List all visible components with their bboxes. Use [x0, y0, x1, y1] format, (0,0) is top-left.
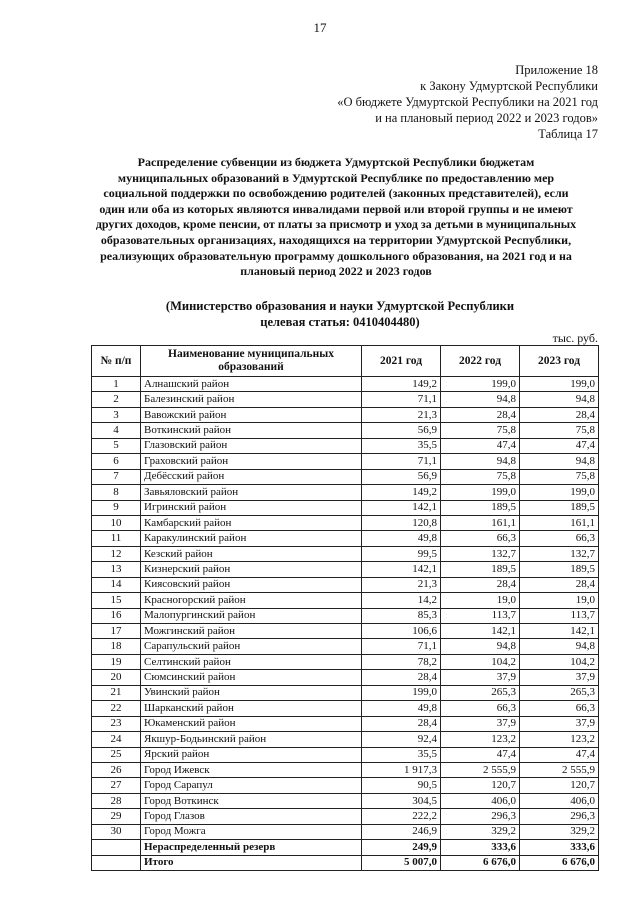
row-value-2023: 94,8	[520, 392, 599, 407]
row-name: Ярский район	[141, 747, 362, 762]
row-value-2022: 123,2	[441, 732, 520, 747]
row-value-2021: 21,3	[362, 577, 441, 592]
row-value-2021: 199,0	[362, 685, 441, 700]
header-2022: 2022 год	[441, 346, 520, 377]
row-value-2021: 35,5	[362, 438, 441, 453]
row-value-2021: 21,3	[362, 407, 441, 422]
row-value-2022: 75,8	[441, 423, 520, 438]
appendix-line-4: и на плановый период 2022 и 2023 годов»	[375, 111, 598, 125]
reserve-row	[92, 840, 599, 855]
row-value-2021: 71,1	[362, 454, 441, 469]
row-value-2023: 189,5	[520, 500, 599, 515]
row-value-2022: 94,8	[441, 639, 520, 654]
row-name: Алнашский район	[141, 377, 362, 392]
table-row	[92, 608, 599, 623]
row-num: 14	[92, 577, 141, 592]
row-value-2023: 104,2	[520, 654, 599, 669]
reserve-2022: 333,6	[441, 840, 520, 855]
row-num: 10	[92, 515, 141, 530]
row-value-2023: 199,0	[520, 377, 599, 392]
row-value-2022: 265,3	[441, 685, 520, 700]
row-value-2021: 35,5	[362, 747, 441, 762]
row-value-2021: 56,9	[362, 423, 441, 438]
row-num: 2	[92, 392, 141, 407]
units-label: тыс. руб.	[552, 331, 598, 345]
row-num: 6	[92, 454, 141, 469]
row-value-2023: 161,1	[520, 515, 599, 530]
reserve-num	[92, 840, 141, 855]
ministry-note	[90, 298, 590, 330]
row-value-2022: 94,8	[441, 392, 520, 407]
row-num: 29	[92, 809, 141, 824]
reserve-2021: 249,9	[362, 840, 441, 855]
row-value-2023: 189,5	[520, 562, 599, 577]
table-row	[92, 438, 599, 453]
header-name: Наименование муниципальных образований	[141, 346, 362, 377]
row-name: Дебёсский район	[141, 469, 362, 484]
row-value-2022: 94,8	[441, 454, 520, 469]
row-value-2021: 85,3	[362, 608, 441, 623]
row-value-2023: 75,8	[520, 423, 599, 438]
table-row	[92, 778, 599, 793]
row-value-2022: 199,0	[441, 485, 520, 500]
row-num: 3	[92, 407, 141, 422]
row-value-2022: 329,2	[441, 824, 520, 839]
row-num: 4	[92, 423, 141, 438]
row-value-2021: 246,9	[362, 824, 441, 839]
row-value-2023: 199,0	[520, 485, 599, 500]
row-value-2023: 94,8	[520, 454, 599, 469]
row-value-2021: 28,4	[362, 716, 441, 731]
row-value-2021: 1 917,3	[362, 762, 441, 777]
row-name: Малопургинский район	[141, 608, 362, 623]
total-num	[92, 855, 141, 870]
table-row	[92, 562, 599, 577]
row-value-2021: 14,2	[362, 593, 441, 608]
row-value-2023: 47,4	[520, 438, 599, 453]
row-name: Город Можга	[141, 824, 362, 839]
row-value-2023: 47,4	[520, 747, 599, 762]
row-value-2022: 132,7	[441, 546, 520, 561]
row-value-2023: 66,3	[520, 531, 599, 546]
row-value-2022: 66,3	[441, 701, 520, 716]
row-value-2022: 120,7	[441, 778, 520, 793]
appendix-line-3: «О бюджете Удмуртской Республики на 2021 год	[337, 95, 598, 109]
row-num: 15	[92, 593, 141, 608]
row-value-2021: 222,2	[362, 809, 441, 824]
row-value-2022: 104,2	[441, 654, 520, 669]
row-value-2023: 19,0	[520, 593, 599, 608]
row-value-2023: 28,4	[520, 577, 599, 592]
row-value-2022: 161,1	[441, 515, 520, 530]
appendix-line-2: к Закону Удмуртской Республики	[420, 79, 598, 93]
row-name: Селтинский район	[141, 654, 362, 669]
row-num: 24	[92, 732, 141, 747]
row-value-2022: 406,0	[441, 793, 520, 808]
row-value-2021: 71,1	[362, 392, 441, 407]
row-value-2023: 75,8	[520, 469, 599, 484]
table-row	[92, 392, 599, 407]
row-value-2021: 49,8	[362, 701, 441, 716]
page-number: 17	[313, 20, 327, 35]
table-row	[92, 762, 599, 777]
row-value-2022: 189,5	[441, 562, 520, 577]
row-value-2021: 304,5	[362, 793, 441, 808]
table-row	[92, 515, 599, 530]
header-2023: 2023 год	[520, 346, 599, 377]
row-name: Воткинский район	[141, 423, 362, 438]
row-value-2022: 113,7	[441, 608, 520, 623]
row-name: Юкаменский район	[141, 716, 362, 731]
row-value-2022: 189,5	[441, 500, 520, 515]
table-row	[92, 793, 599, 808]
row-num: 30	[92, 824, 141, 839]
row-name: Город Сарапул	[141, 778, 362, 793]
row-value-2021: 149,2	[362, 377, 441, 392]
row-value-2022: 47,4	[441, 438, 520, 453]
table-row	[92, 747, 599, 762]
document-title: Распределение субвенции из бюджета Удмуртской Республики бюджетам муниципальных образований в Удмуртской Республике по предоставлению мер социальной поддержки по освобождению родителей (законных представителей), если один или оба из которых являются инвалидами первой или второй группы и не имеют других доходов, кроме пенсии, от платы за присмотр и уход за детьми в муниципальных образовательных организациях, находящихся на территории Удмуртской Республики, реализующих образовательную программу дошкольного образования, на 2021 год и на плановый период 2022 и 2023 годов	[95, 155, 577, 279]
table-row	[92, 654, 599, 669]
row-value-2022: 66,3	[441, 531, 520, 546]
row-name: Шарканский район	[141, 701, 362, 716]
row-name: Увинский район	[141, 685, 362, 700]
row-value-2022: 28,4	[441, 577, 520, 592]
table-label: Таблица 17	[538, 127, 598, 141]
table-row	[92, 469, 599, 484]
row-value-2022: 2 555,9	[441, 762, 520, 777]
table-row	[92, 377, 599, 392]
row-name: Якшур-Бодьинский район	[141, 732, 362, 747]
row-num: 27	[92, 778, 141, 793]
table-row	[92, 716, 599, 731]
row-value-2021: 49,8	[362, 531, 441, 546]
row-num: 12	[92, 546, 141, 561]
row-name: Глазовский район	[141, 438, 362, 453]
row-value-2023: 132,7	[520, 546, 599, 561]
total-2023: 6 676,0	[520, 855, 599, 870]
row-name: Киясовский район	[141, 577, 362, 592]
table-row	[92, 593, 599, 608]
ministry-line-2: целевая статья: 0410404480)	[260, 315, 420, 329]
appendix-header	[298, 62, 598, 142]
row-name: Город Воткинск	[141, 793, 362, 808]
total-name: Итого	[141, 855, 362, 870]
row-value-2022: 296,3	[441, 809, 520, 824]
row-value-2021: 142,1	[362, 562, 441, 577]
row-num: 11	[92, 531, 141, 546]
row-name: Кезский район	[141, 546, 362, 561]
row-value-2022: 47,4	[441, 747, 520, 762]
row-name: Город Ижевск	[141, 762, 362, 777]
row-value-2023: 123,2	[520, 732, 599, 747]
row-num: 20	[92, 670, 141, 685]
row-num: 1	[92, 377, 141, 392]
table-row	[92, 670, 599, 685]
ministry-line-1: (Министерство образования и науки Удмуртской Республики	[165, 299, 515, 313]
row-num: 25	[92, 747, 141, 762]
row-name: Игринский район	[141, 500, 362, 515]
table-row	[92, 732, 599, 747]
row-num: 18	[92, 639, 141, 654]
row-num: 7	[92, 469, 141, 484]
row-value-2023: 28,4	[520, 407, 599, 422]
table-row	[92, 809, 599, 824]
row-name: Сюмсинский район	[141, 670, 362, 685]
row-value-2023: 120,7	[520, 778, 599, 793]
table-row	[92, 577, 599, 592]
reserve-name: Нераспределенный резерв	[141, 840, 362, 855]
table-row	[92, 407, 599, 422]
row-num: 17	[92, 624, 141, 639]
table-row	[92, 454, 599, 469]
table-row	[92, 485, 599, 500]
row-num: 26	[92, 762, 141, 777]
table-header-row	[92, 346, 599, 377]
row-num: 19	[92, 654, 141, 669]
row-name: Балезинский район	[141, 392, 362, 407]
row-value-2023: 296,3	[520, 809, 599, 824]
row-value-2021: 120,8	[362, 515, 441, 530]
table-row	[92, 701, 599, 716]
total-2022: 6 676,0	[441, 855, 520, 870]
table-row	[92, 639, 599, 654]
row-num: 28	[92, 793, 141, 808]
row-value-2021: 142,1	[362, 500, 441, 515]
row-value-2022: 37,9	[441, 716, 520, 731]
row-value-2022: 199,0	[441, 377, 520, 392]
row-num: 22	[92, 701, 141, 716]
row-name: Сарапульский район	[141, 639, 362, 654]
row-value-2021: 99,5	[362, 546, 441, 561]
row-value-2021: 78,2	[362, 654, 441, 669]
row-name: Красногорский район	[141, 593, 362, 608]
row-value-2022: 37,9	[441, 670, 520, 685]
reserve-2023: 333,6	[520, 840, 599, 855]
row-value-2023: 113,7	[520, 608, 599, 623]
row-value-2021: 71,1	[362, 639, 441, 654]
table-body	[92, 377, 599, 871]
appendix-line-1: Приложение 18	[515, 63, 598, 77]
row-num: 21	[92, 685, 141, 700]
header-2021: 2021 год	[362, 346, 441, 377]
row-value-2022: 75,8	[441, 469, 520, 484]
subsidy-table	[91, 345, 599, 871]
table-row	[92, 824, 599, 839]
row-value-2023: 265,3	[520, 685, 599, 700]
row-value-2022: 28,4	[441, 407, 520, 422]
row-num: 5	[92, 438, 141, 453]
row-name: Граховский район	[141, 454, 362, 469]
table-row	[92, 423, 599, 438]
row-name: Можгинский район	[141, 624, 362, 639]
row-value-2022: 19,0	[441, 593, 520, 608]
row-value-2023: 94,8	[520, 639, 599, 654]
row-value-2023: 2 555,9	[520, 762, 599, 777]
table-row	[92, 685, 599, 700]
table-row	[92, 546, 599, 561]
row-value-2021: 90,5	[362, 778, 441, 793]
row-name: Кизнерский район	[141, 562, 362, 577]
table-row	[92, 500, 599, 515]
row-value-2023: 66,3	[520, 701, 599, 716]
row-name: Камбарский район	[141, 515, 362, 530]
row-num: 8	[92, 485, 141, 500]
row-num: 23	[92, 716, 141, 731]
row-value-2021: 92,4	[362, 732, 441, 747]
row-name: Вавожский район	[141, 407, 362, 422]
row-name: Город Глазов	[141, 809, 362, 824]
row-value-2021: 28,4	[362, 670, 441, 685]
row-value-2023: 329,2	[520, 824, 599, 839]
total-row	[92, 855, 599, 870]
row-value-2023: 142,1	[520, 624, 599, 639]
row-num: 16	[92, 608, 141, 623]
row-num: 9	[92, 500, 141, 515]
row-value-2023: 37,9	[520, 716, 599, 731]
total-2021: 5 007,0	[362, 855, 441, 870]
row-value-2021: 149,2	[362, 485, 441, 500]
row-num: 13	[92, 562, 141, 577]
row-value-2021: 106,6	[362, 624, 441, 639]
table-row	[92, 624, 599, 639]
header-num: № п/п	[92, 346, 141, 377]
row-value-2022: 142,1	[441, 624, 520, 639]
row-value-2023: 37,9	[520, 670, 599, 685]
row-name: Завьяловский район	[141, 485, 362, 500]
table-row	[92, 531, 599, 546]
row-value-2023: 406,0	[520, 793, 599, 808]
row-value-2021: 56,9	[362, 469, 441, 484]
row-name: Каракулинский район	[141, 531, 362, 546]
